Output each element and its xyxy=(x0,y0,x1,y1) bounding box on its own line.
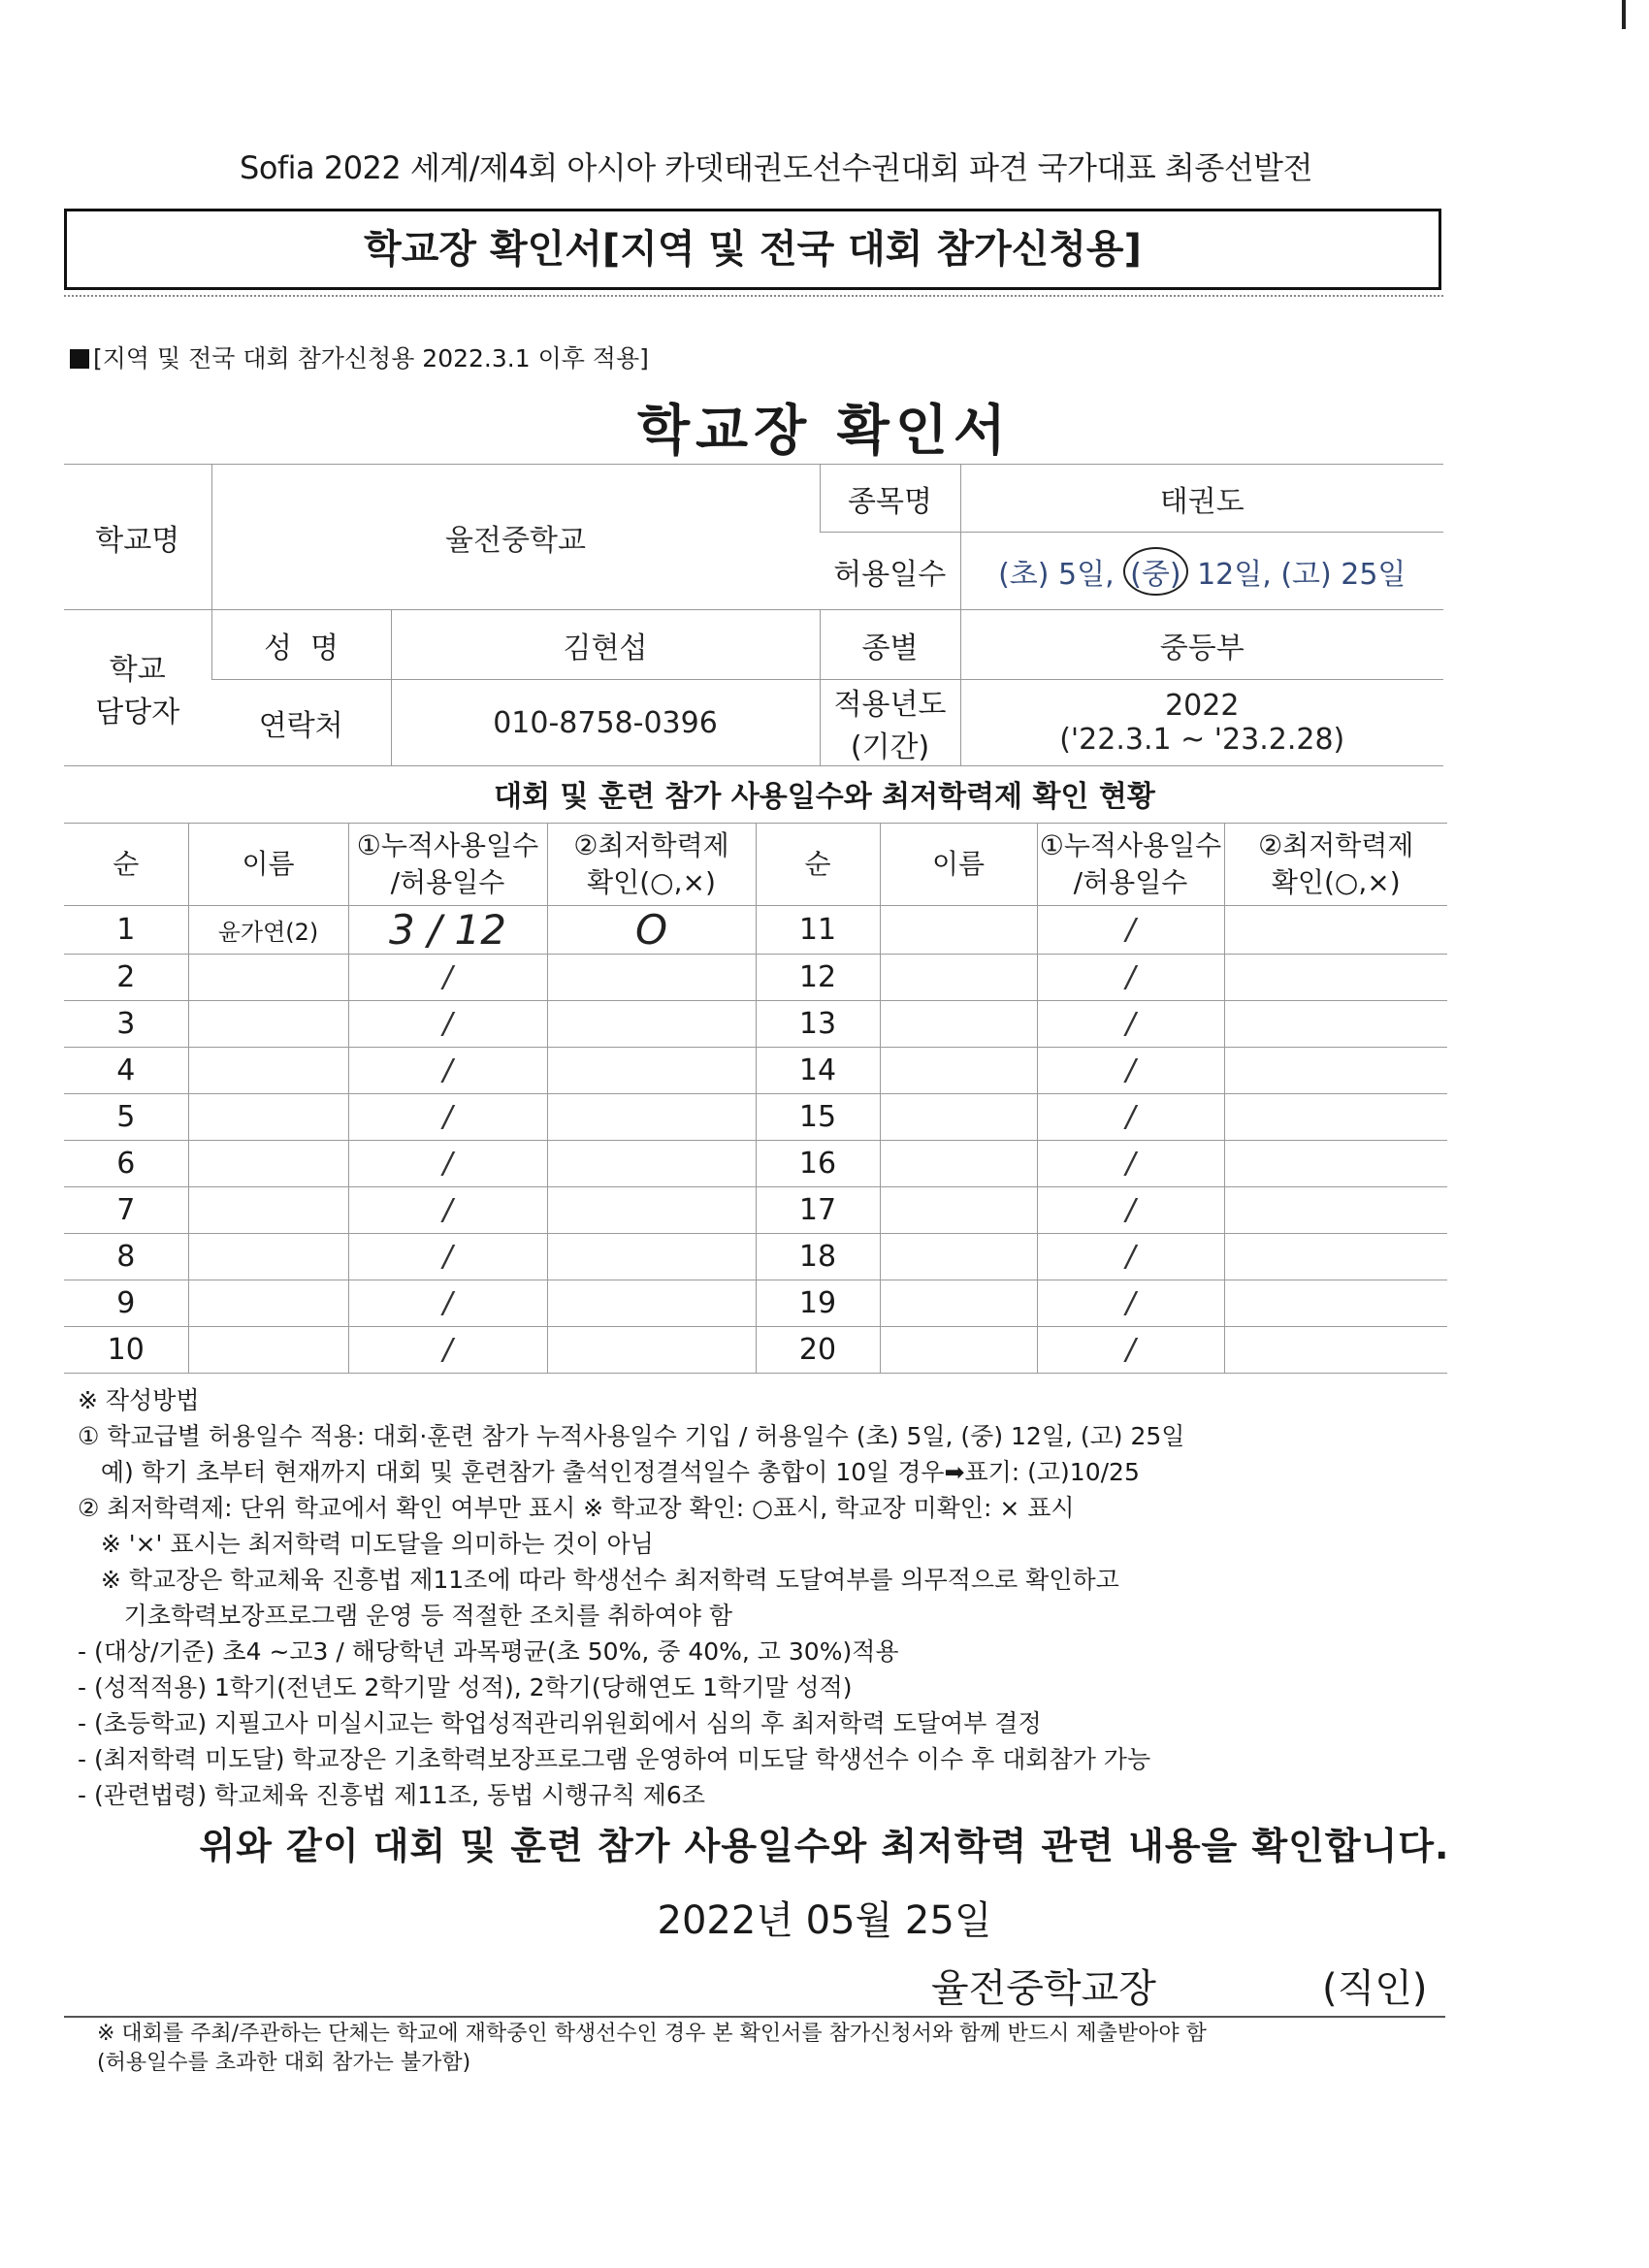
title-box-text: 학교장 확인서[지역 및 전국 대회 참가신청용] xyxy=(364,227,1142,272)
row-acad xyxy=(1224,1048,1447,1094)
row-acad xyxy=(547,1327,756,1374)
row-name xyxy=(188,1234,348,1280)
header-acad-line2: 확인(○,×) xyxy=(1271,866,1401,898)
row-days: / xyxy=(1037,1094,1224,1141)
row-name xyxy=(188,1280,348,1327)
name-label: 성 명 xyxy=(211,610,391,680)
row-acad xyxy=(547,1141,756,1187)
row-name xyxy=(880,1327,1037,1374)
principal-title: 율전중학교장 xyxy=(931,1966,1156,2011)
row-acad xyxy=(547,1280,756,1327)
row-name xyxy=(188,1141,348,1187)
row-name xyxy=(188,1094,348,1141)
row-name xyxy=(880,955,1037,1001)
header-days-right xyxy=(1037,824,1224,906)
row-no: 13 xyxy=(756,1001,880,1048)
table-row xyxy=(64,1280,1447,1327)
footnote-line2: (허용일수를 초과한 대회 참가는 불가함) xyxy=(97,2051,471,2075)
header-acad-line1: ②최저학력제 xyxy=(1258,829,1414,861)
row-days: / xyxy=(1037,1048,1224,1094)
row-acad xyxy=(547,1234,756,1280)
row-name xyxy=(880,1234,1037,1280)
row-days: / xyxy=(1037,955,1224,1001)
sport-value: 태권도 xyxy=(960,465,1443,533)
header-acad-left xyxy=(547,824,756,906)
table-row xyxy=(64,1327,1447,1374)
section-title: 대회 및 훈련 참가 사용일수와 최저학력제 확인 현황 xyxy=(494,780,1155,814)
row-no: 1 xyxy=(64,906,188,955)
row-days: / xyxy=(348,1327,547,1374)
row-acad xyxy=(1224,1094,1447,1141)
row-acad xyxy=(1224,906,1447,955)
instruction-line: - (대상/기준) 초4 ~고3 / 해당학년 과목평균(초 50%, 중 40%, 고 30%)적용 xyxy=(78,1637,899,1666)
header-no-right: 순 xyxy=(756,824,880,906)
row-days: / xyxy=(1037,1327,1224,1374)
row-days: / xyxy=(348,1048,547,1094)
school-value: 율전중학교 xyxy=(211,465,820,610)
title-box xyxy=(64,209,1441,290)
document-title: 학교장 확인서 xyxy=(636,400,1013,463)
row-name xyxy=(880,1048,1037,1094)
instruction-line: - (관련법령) 학교체육 진흥법 제11조, 동법 시행규칙 제6조 xyxy=(78,1781,705,1809)
table-row xyxy=(64,1141,1447,1187)
header-days-line1: ①누적사용일수 xyxy=(356,829,539,861)
allowed-days-label: 허용일수 xyxy=(820,533,960,610)
row-days: / xyxy=(1037,1280,1224,1327)
sport-label: 종목명 xyxy=(820,465,960,533)
name-value: 김현섭 xyxy=(391,610,820,680)
header-name-right: 이름 xyxy=(880,824,1037,906)
header-days-line2: /허용일수 xyxy=(1073,866,1188,898)
row-no: 9 xyxy=(64,1280,188,1327)
footnote-line1: ※ 대회를 주최/주관하는 단체는 학교에 재학중인 학생선수인 경우 본 확인서를 참가신청서와 함께 반드시 제출받아야 함 xyxy=(97,2022,1207,2046)
row-name xyxy=(188,1327,348,1374)
staff-label xyxy=(64,610,211,766)
division-label: 종별 xyxy=(820,610,960,680)
header-name-left: 이름 xyxy=(188,824,348,906)
row-days: / xyxy=(1037,906,1224,955)
header-acad-line1: ②최저학력제 xyxy=(573,829,729,861)
instruction-line: ② 최저학력제: 단위 학교에서 확인 여부만 표시 ※ 학교장 확인: ○표시, 학교장 미확인: × 표시 xyxy=(78,1494,1075,1522)
row-no: 17 xyxy=(756,1187,880,1234)
row-no: 19 xyxy=(756,1280,880,1327)
info-table xyxy=(64,464,1443,766)
row-days: / xyxy=(1037,1001,1224,1048)
row-name xyxy=(880,1094,1037,1141)
instruction-line: ※ 작성방법 xyxy=(78,1386,200,1414)
issue-date: 2022년 05월 25일 xyxy=(657,1898,992,1943)
official-seal-label: (직인) xyxy=(1322,1966,1428,2011)
row-name xyxy=(880,1187,1037,1234)
row-no: 15 xyxy=(756,1094,880,1141)
year-value-line1: 2022 xyxy=(1165,689,1240,723)
instruction-line: ※ '×' 표시는 최저학력 미도달을 의미하는 것이 아님 xyxy=(78,1530,654,1558)
footnote xyxy=(97,2020,1455,2078)
year-label-line1: 적용년도 xyxy=(833,688,947,722)
row-acad xyxy=(1224,955,1447,1001)
instruction-line: - (최저학력 미도달) 학교장은 기초학력보장프로그램 운영하여 미도달 학생선수 이수 후 대회참가 가능 xyxy=(78,1745,1151,1773)
staff-label-line2: 담당자 xyxy=(95,696,180,729)
row-name xyxy=(880,1280,1037,1327)
row-no: 4 xyxy=(64,1048,188,1094)
row-no: 16 xyxy=(756,1141,880,1187)
row-no: 18 xyxy=(756,1234,880,1280)
instruction-line: 예) 학기 초부터 현재까지 대회 및 훈련참가 출석인정결석일수 총합이 10일 경우➡표기: (고)10/25 xyxy=(78,1458,1140,1486)
row-days: / xyxy=(348,955,547,1001)
year-value-line2: ('22.3.1 ~ '23.2.28) xyxy=(1059,723,1345,757)
row-acad xyxy=(1224,1280,1447,1327)
row-no: 2 xyxy=(64,955,188,1001)
row-acad xyxy=(547,955,756,1001)
row-no: 20 xyxy=(756,1327,880,1374)
staff-label-line1: 학교 xyxy=(109,653,166,687)
row-days: 3 / 12 xyxy=(348,906,547,955)
table-row xyxy=(64,1187,1447,1234)
confirmation-statement: 위와 같이 대회 및 훈련 참가 사용일수와 최저학력 관련 내용을 확인합니다. xyxy=(199,1825,1450,1867)
row-no: 7 xyxy=(64,1187,188,1234)
row-name xyxy=(188,1001,348,1048)
row-days: / xyxy=(1037,1141,1224,1187)
top-divider xyxy=(64,295,1443,297)
instruction-line: - (성적적용) 1학기(전년도 2학기말 성적), 2학기(당해연도 1학기말 성적) xyxy=(78,1673,853,1701)
row-days: / xyxy=(348,1094,547,1141)
instruction-line: - (초등학교) 지필고사 미실시교는 학업성적관리위원회에서 심의 후 최저학력 도달여부 결정 xyxy=(78,1709,1042,1737)
row-no: 11 xyxy=(756,906,880,955)
row-acad xyxy=(547,1094,756,1141)
table-row xyxy=(64,1048,1447,1094)
header-acad-right xyxy=(1224,824,1447,906)
row-name xyxy=(188,955,348,1001)
table-row xyxy=(64,1234,1447,1280)
row-days: / xyxy=(1037,1187,1224,1234)
event-title: Sofia 2022 세계/제4회 아시아 카뎃태권도선수권대회 파견 국가대표 최종선발전 xyxy=(240,149,1312,186)
row-days: / xyxy=(348,1234,547,1280)
row-name xyxy=(880,906,1037,955)
division-value: 중등부 xyxy=(960,610,1443,680)
instruction-line: ① 학교급별 허용일수 적용: 대회·훈련 참가 누적사용일수 기입 / 허용일수 (초) 5일, (중) 12일, (고) 25일 xyxy=(78,1422,1185,1450)
row-name: 윤가연(2) xyxy=(188,906,348,955)
table-row xyxy=(64,1094,1447,1141)
black-square-icon xyxy=(70,349,89,369)
header-no-left: 순 xyxy=(64,824,188,906)
roster-table xyxy=(64,823,1447,1374)
row-acad xyxy=(1224,1234,1447,1280)
table-row xyxy=(64,955,1447,1001)
row-name xyxy=(188,1187,348,1234)
allowed-days-value xyxy=(960,533,1443,610)
row-acad xyxy=(1224,1141,1447,1187)
row-acad xyxy=(1224,1001,1447,1048)
allowed-days-circled: (중) xyxy=(1123,547,1187,596)
row-no: 6 xyxy=(64,1141,188,1187)
writing-instructions xyxy=(78,1382,1455,1813)
year-label-line2: (기간) xyxy=(850,730,930,764)
row-no: 8 xyxy=(64,1234,188,1280)
row-acad xyxy=(547,1187,756,1234)
table-row xyxy=(64,906,1447,955)
scan-edge-mark xyxy=(1622,0,1626,29)
year-label xyxy=(820,680,960,766)
allowed-days-rest: 12일, (고) 25일 xyxy=(1197,557,1406,592)
school-label: 학교명 xyxy=(64,465,211,610)
bottom-divider xyxy=(64,2016,1445,2018)
row-no: 10 xyxy=(64,1327,188,1374)
application-note xyxy=(70,340,649,374)
row-days: / xyxy=(1037,1234,1224,1280)
row-name xyxy=(188,1048,348,1094)
row-acad xyxy=(547,1001,756,1048)
instruction-line: 기초학력보장프로그램 운영 등 적절한 조치를 취하여야 함 xyxy=(78,1602,732,1630)
row-no: 3 xyxy=(64,1001,188,1048)
row-days: / xyxy=(348,1280,547,1327)
application-note-text: [지역 및 전국 대회 참가신청용 2022.3.1 이후 적용] xyxy=(93,344,649,373)
row-name xyxy=(880,1141,1037,1187)
row-acad xyxy=(547,1048,756,1094)
contact-value: 010-8758-0396 xyxy=(391,680,820,766)
header-days-line2: /허용일수 xyxy=(390,866,505,898)
row-acad xyxy=(1224,1187,1447,1234)
row-days: / xyxy=(348,1187,547,1234)
row-days: / xyxy=(348,1141,547,1187)
header-acad-line2: 확인(○,×) xyxy=(587,866,716,898)
row-acad xyxy=(1224,1327,1447,1374)
row-no: 5 xyxy=(64,1094,188,1141)
row-days: / xyxy=(348,1001,547,1048)
row-name xyxy=(880,1001,1037,1048)
year-value xyxy=(960,680,1443,766)
contact-label: 연락처 xyxy=(211,680,391,766)
row-acad: O xyxy=(547,906,756,955)
row-no: 12 xyxy=(756,955,880,1001)
row-no: 14 xyxy=(756,1048,880,1094)
header-days-left xyxy=(348,824,547,906)
instruction-line: ※ 학교장은 학교체육 진흥법 제11조에 따라 학생선수 최저학력 도달여부를 의무적으로 확인하고 xyxy=(78,1566,1119,1594)
allowed-days-elem: (초) 5일, xyxy=(998,557,1115,592)
header-days-line1: ①누적사용일수 xyxy=(1039,829,1222,861)
table-row xyxy=(64,1001,1447,1048)
